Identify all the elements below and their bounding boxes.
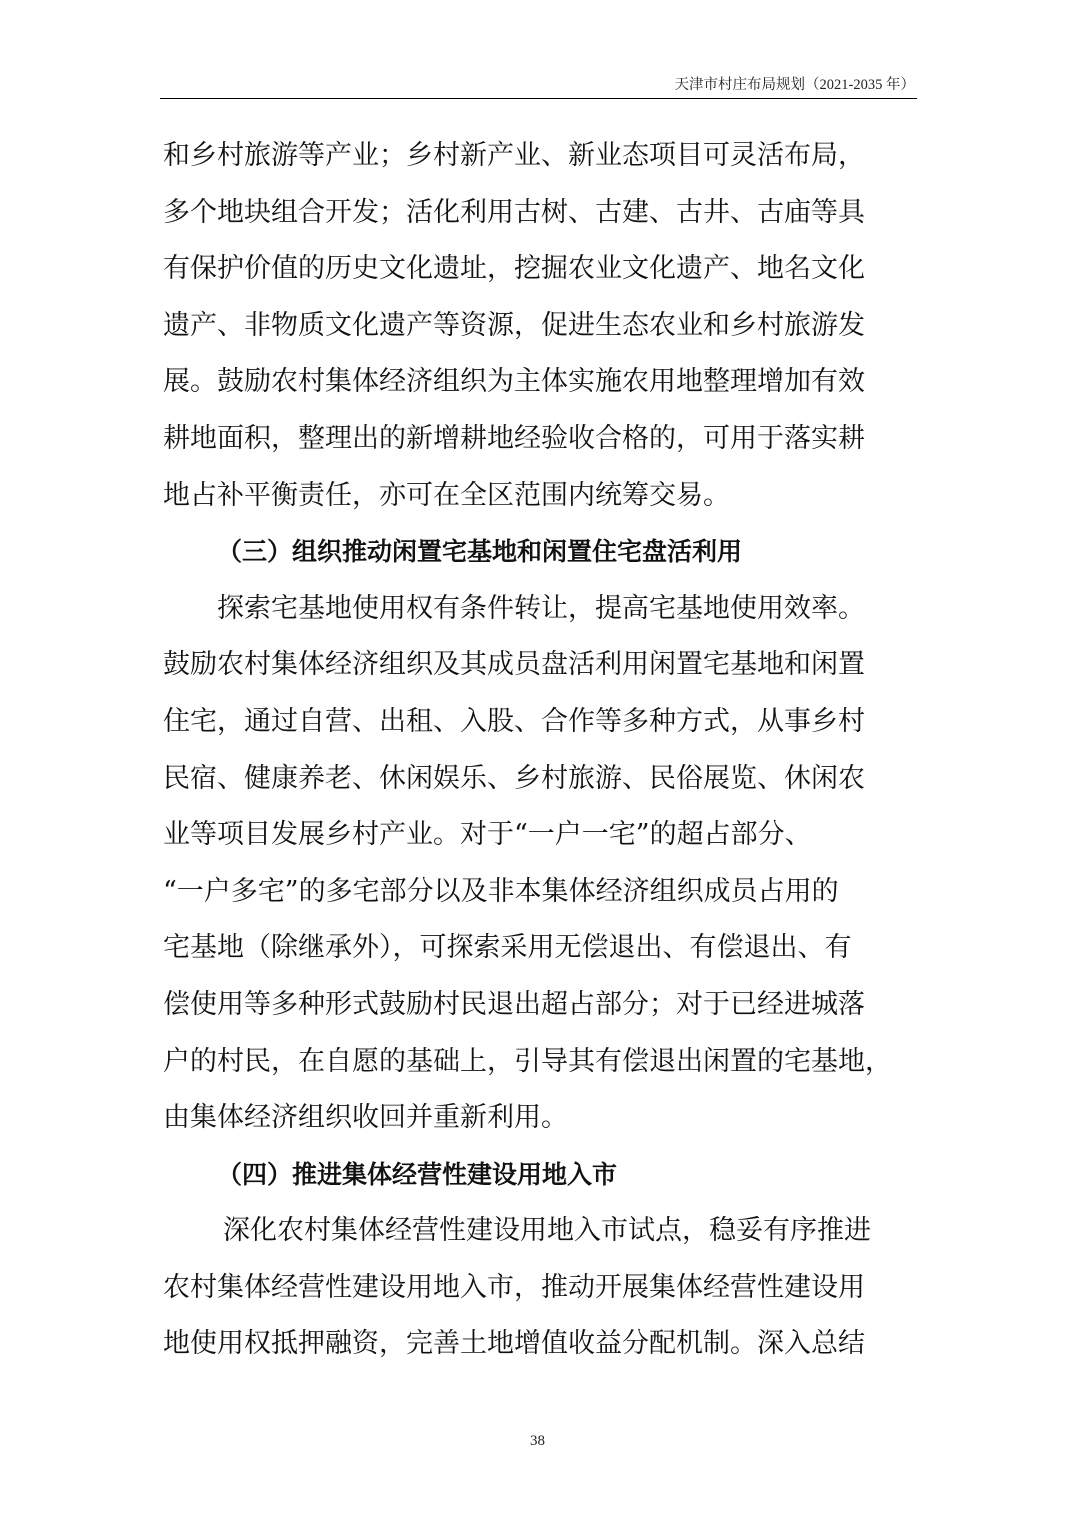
section-heading <box>163 524 923 581</box>
paragraph-first-line <box>163 1203 923 1260</box>
body-line <box>163 468 923 525</box>
body-line <box>163 920 923 977</box>
body-line <box>163 1034 923 1091</box>
page-header <box>160 76 917 99</box>
body-line-text: 由集体经济组织收回并重新利用。 <box>163 1102 568 1134</box>
body-line <box>163 1090 923 1147</box>
page-number: 38 <box>530 1433 545 1449</box>
header-title: 天津市村庄布局规划（2021-2035 年） <box>674 77 915 93</box>
body-line-text: 农村集体经营性建设用地入市，推动开展集体经营性建设用 <box>163 1271 865 1303</box>
body-line-text: 和乡村旅游等产业；乡村新产业、新业态项目可灵活布局， <box>163 140 865 171</box>
body-line <box>163 637 923 694</box>
body-line <box>163 241 923 298</box>
paragraph-first-line <box>163 581 923 638</box>
body-line-text: 地占补平衡责任，亦可在全区范围内统筹交易。 <box>163 479 730 511</box>
body-line-text: 探索宅基地使用权有条件转让，提高宅基地使用效率。 <box>217 592 865 624</box>
body-line <box>163 807 923 864</box>
document-body <box>163 128 923 1373</box>
body-line-text: 深化农村集体经营性建设用地入市试点，稳妥有序推进 <box>223 1215 871 1247</box>
body-line <box>163 354 923 411</box>
body-line-text: 地使用权抵押融资，完善土地增值收益分配机制。深入总结 <box>163 1328 865 1360</box>
body-line-text: 遗产、非物质文化遗产等资源，促进生态农业和乡村旅游发 <box>163 309 865 341</box>
body-line-text: 偿使用等多种形式鼓励村民退出超占部分；对于已经进城落 <box>163 988 865 1020</box>
body-line-text: 宅基地（除继承外），可探索采用无偿退出、有偿退出、有 <box>163 932 852 964</box>
section-heading-text: （四）推进集体经营性建设用地入市 <box>217 1159 618 1189</box>
body-line <box>163 694 923 751</box>
body-line <box>163 128 923 185</box>
section-heading <box>163 1147 923 1204</box>
body-line <box>163 977 923 1034</box>
body-line-text: 住宅，通过自营、出租、入股、合作等多种方式，从事乡村 <box>163 705 865 737</box>
body-line <box>163 411 923 468</box>
body-line-text: 有保护价值的历史文化遗址，挖掘农业文化遗产、地名文化 <box>163 253 865 285</box>
body-line <box>163 1316 923 1373</box>
body-line <box>163 185 923 242</box>
body-line <box>163 751 923 808</box>
body-line-text: 业等项目发展乡村产业。对于“一户一宅”的超占部分、 <box>163 819 812 851</box>
body-line-text: 户的村民，在自愿的基础上，引导其有偿退出闲置的宅基地， <box>163 1045 892 1077</box>
body-line-text: “一户多宅”的多宅部分以及非本集体经济组织成员占用的 <box>163 875 839 907</box>
body-line-text: 多个地块组合开发；活化利用古树、古建、古井、古庙等具 <box>163 196 865 228</box>
body-line-text: 耕地面积，整理出的新增耕地经验收合格的，可用于落实耕 <box>163 422 865 454</box>
body-line <box>163 1260 923 1317</box>
body-line <box>163 298 923 355</box>
section-heading-text: （三）组织推动闲置宅基地和闲置住宅盘活利用 <box>217 537 743 567</box>
body-line-text: 展。鼓励农村集体经济组织为主体实施农用地整理增加有效 <box>163 366 865 398</box>
body-line-text: 民宿、健康养老、休闲娱乐、乡村旅游、民俗展览、休闲农 <box>163 762 865 794</box>
body-line <box>163 864 923 921</box>
body-line-text: 鼓励农村集体经济组织及其成员盘活利用闲置宅基地和闲置 <box>163 649 865 681</box>
